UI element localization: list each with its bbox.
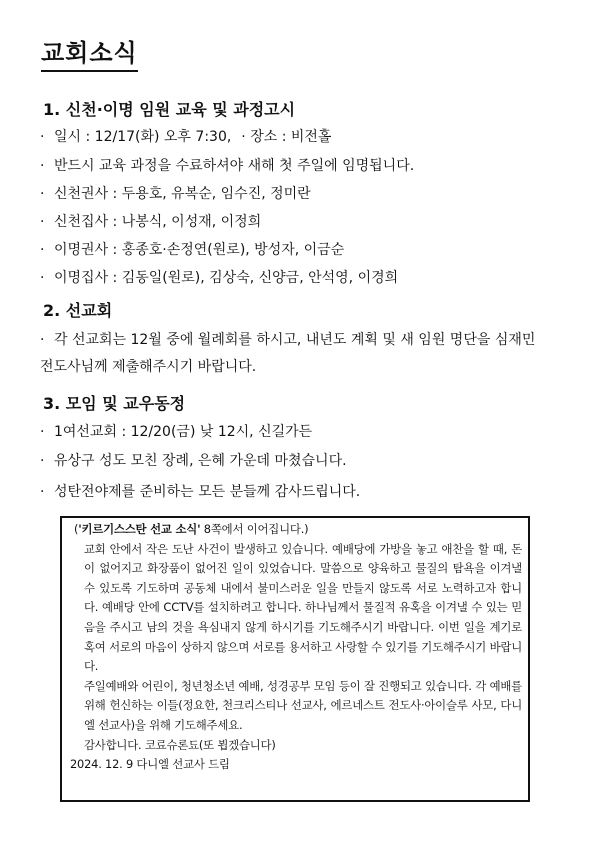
item-text: 이명권사 : 홍종호·손정연(원로), 방성자, 이금순 xyxy=(54,242,345,258)
section-heading-2: 2. 선교회 xyxy=(43,301,113,320)
bullet: · xyxy=(40,186,45,202)
item-text: 성탄전야제를 준비하는 모든 분들께 감사드립니다. xyxy=(54,484,361,500)
list-item xyxy=(40,482,360,502)
bullet: · xyxy=(40,424,45,440)
notice-lead xyxy=(70,520,522,540)
list-item xyxy=(40,422,312,442)
notice-lead-prefix: ( xyxy=(74,522,79,536)
notice-paragraph: 감사합니다. 코료슈론됴(또 뵙겠습니다) xyxy=(84,737,276,752)
bullet: · xyxy=(40,129,45,145)
list-item xyxy=(40,212,261,232)
bullet: · xyxy=(40,242,45,258)
item-text: 일시 : 12/17(화) 오후 7:30, xyxy=(54,129,232,145)
notice-signature: 2024. 12. 9 다니엘 선교사 드림 xyxy=(70,757,230,772)
section-heading-1: 1. 신천·이명 임원 교육 및 과정고시 xyxy=(43,100,296,119)
notice-lead-suffix: 8쪽에서 이어집니다.) xyxy=(200,522,309,536)
item-text: 각 선교회는 12월 중에 월례회를 하시고, 내년도 계획 및 새 임원 명단을 심재민전도사님께 제출해주시기 바랍니다. xyxy=(40,332,536,375)
bullet: · xyxy=(40,453,45,469)
item-text: 신천집사 : 나봉식, 이성재, 이정희 xyxy=(54,214,262,230)
item-text-secondary: · 장소 : 비전홀 xyxy=(241,129,332,145)
list-item xyxy=(40,240,344,260)
list-item xyxy=(40,327,545,381)
bullet: · xyxy=(40,484,45,500)
item-text: 신천권사 : 두용호, 유복순, 임수진, 정미란 xyxy=(54,186,311,202)
list-item xyxy=(40,127,331,147)
bullet: · xyxy=(40,214,45,230)
list-item xyxy=(40,184,311,204)
notice-paragraph: 주일예배와 어린이, 청년청소년 예배, 성경공부 모임 등이 잘 진행되고 있습니다. 각 예배를 위해 헌신하는 이들(정요한, 천크리스티나 선교사, 에르네스트 전도사·아이슬루 사모, 다니엘 선교사)을 위해 기도해주세요. xyxy=(84,678,522,732)
list-item xyxy=(40,451,347,471)
mission-notice-box xyxy=(60,516,530,802)
item-text: 1여선교회 : 12/20(금) 낮 12시, 신길가든 xyxy=(54,424,313,440)
bullet: · xyxy=(40,270,45,286)
item-text: 반드시 교육 과정을 수료하셔야 새해 첫 주일에 임명됩니다. xyxy=(54,158,415,174)
notice-lead-title: '키르기스스탄 선교 소식' xyxy=(78,522,201,536)
section-heading-3: 3. 모임 및 교우동정 xyxy=(43,394,186,413)
bullet: · xyxy=(40,332,45,348)
notice-paragraph: 교회 안에서 작은 도난 사건이 발생하고 있습니다. 예배당에 가방을 놓고 애찬을 할 때, 돈이 없어지고 화장품이 없어진 일이 있었습니다. 말씀으로 양육하고 물질의 탐욕을 이겨낼 수 있도록 기도하며 공동체 내에서 불미스러운 일을 만들지 않도록 서로 노력하고자 합니다. 예배당 안에 CCTV를 설치하려고 합니다. 하나님께서 물질적 유혹을 이겨낼 수 있는 믿음을 주시고 남의 것을 욕심내지 않게 하시기를 기도해주시기 바랍니다. 이번 일을 계기로 혹여 서로의 마음이 상하지 않으며 서로를 용서하고 사랑할 수 있기를 기도해주시기 바랍니다. xyxy=(84,541,522,674)
item-text: 이명집사 : 김동일(원로), 김상숙, 신양금, 안석영, 이경희 xyxy=(54,270,399,286)
list-item xyxy=(40,268,398,288)
page-title: 교회소식 xyxy=(41,38,138,72)
bullet: · xyxy=(40,158,45,174)
item-text: 유상구 성도 모친 장례, 은혜 가운데 마쳤습니다. xyxy=(54,453,347,469)
list-item xyxy=(40,156,414,176)
